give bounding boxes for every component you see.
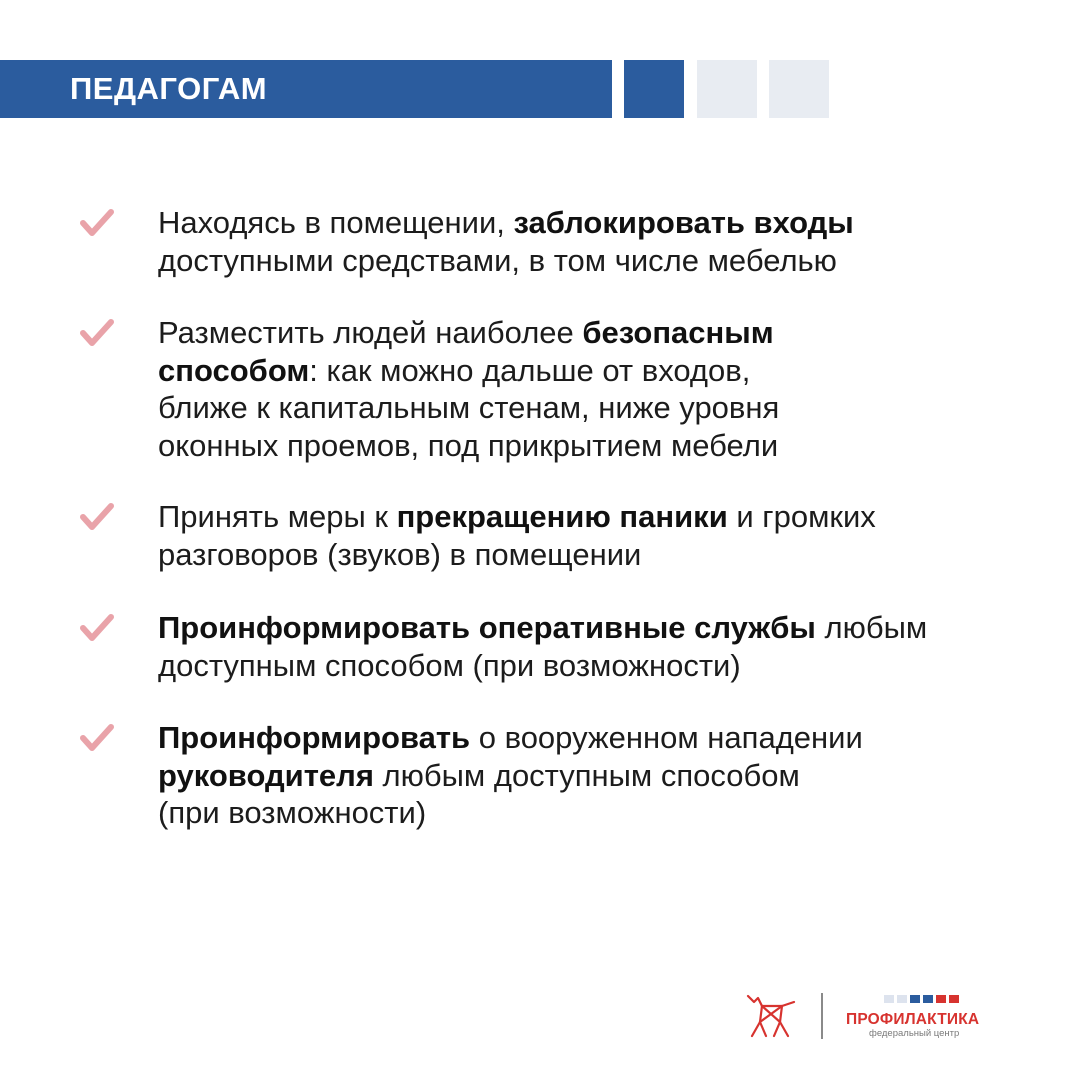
- check-icon: [80, 723, 114, 753]
- brand-square: [936, 995, 946, 1003]
- check-icon: [80, 502, 114, 532]
- emphasis-text: Проинформировать: [158, 720, 471, 755]
- brand-square: [884, 995, 894, 1003]
- header-bar: [0, 60, 612, 118]
- brand-square: [897, 995, 907, 1003]
- emphasis-text: Проинформировать оперативные службы: [158, 610, 816, 645]
- list-item-text: [158, 609, 1038, 684]
- brand-square: [923, 995, 933, 1003]
- list-item-text: [158, 314, 1038, 464]
- text-line: [158, 794, 1038, 832]
- brand-name: ПРОФИЛАКТИКА: [846, 1011, 980, 1028]
- body-text: оконных проемов, под прикрытием мебели: [158, 427, 779, 463]
- header-decor-block: [624, 60, 684, 118]
- body-text: (при возможности): [158, 795, 427, 830]
- text-line: [158, 242, 1038, 280]
- header-decor-block: [769, 60, 829, 118]
- footer-divider: [821, 993, 823, 1039]
- text-line: [158, 498, 1038, 536]
- brand-subtitle: федеральный центр: [869, 1028, 960, 1039]
- emphasis-text: руководителя: [158, 757, 374, 793]
- emphasis-text: безопасным: [582, 315, 774, 350]
- check-icon: [80, 613, 114, 643]
- body-text: доступным способом (при возможности): [158, 647, 741, 683]
- text-line: [158, 314, 1038, 352]
- body-text: любым: [815, 610, 928, 645]
- body-text: ближе к капитальным стенам, ниже уровня: [158, 390, 780, 425]
- horse-emblem-icon: [742, 992, 798, 1040]
- text-line: [158, 352, 1038, 390]
- text-line: [158, 427, 1038, 465]
- text-line: [158, 719, 1038, 757]
- text-line: [158, 609, 1038, 647]
- list-item-text: [158, 498, 1038, 573]
- page-title: ПЕДАГОГАМ: [70, 71, 268, 106]
- text-line: [158, 536, 1038, 574]
- body-text: разговоров (звуков) в помещении: [158, 536, 642, 572]
- text-line: [158, 204, 1038, 242]
- text-line: [158, 647, 1038, 685]
- header-decor-block: [697, 60, 757, 118]
- check-icon: [80, 208, 114, 238]
- body-text: о вооруженном нападении: [470, 720, 863, 755]
- body-text: любым доступным способом: [373, 757, 800, 793]
- emphasis-text: заблокировать входы: [513, 205, 854, 240]
- brand-squares: [884, 995, 959, 1003]
- brand-square: [910, 995, 920, 1003]
- body-text: доступными средствами, в том числе мебелью: [158, 242, 837, 278]
- emphasis-text: прекращению паники: [396, 499, 728, 534]
- body-text: Разместить людей наиболее: [158, 315, 583, 350]
- list-item-text: [158, 719, 1038, 832]
- list-item-text: [158, 204, 1038, 279]
- emphasis-text: способом: [158, 352, 310, 388]
- body-text: Находясь в помещении,: [158, 205, 514, 240]
- body-text: и громких: [727, 499, 876, 534]
- text-line: [158, 389, 1038, 427]
- text-line: [158, 757, 1038, 795]
- check-icon: [80, 318, 114, 348]
- body-text: : как можно дальше от входов,: [309, 352, 751, 388]
- brand-square: [949, 995, 959, 1003]
- body-text: Принять меры к: [158, 499, 397, 534]
